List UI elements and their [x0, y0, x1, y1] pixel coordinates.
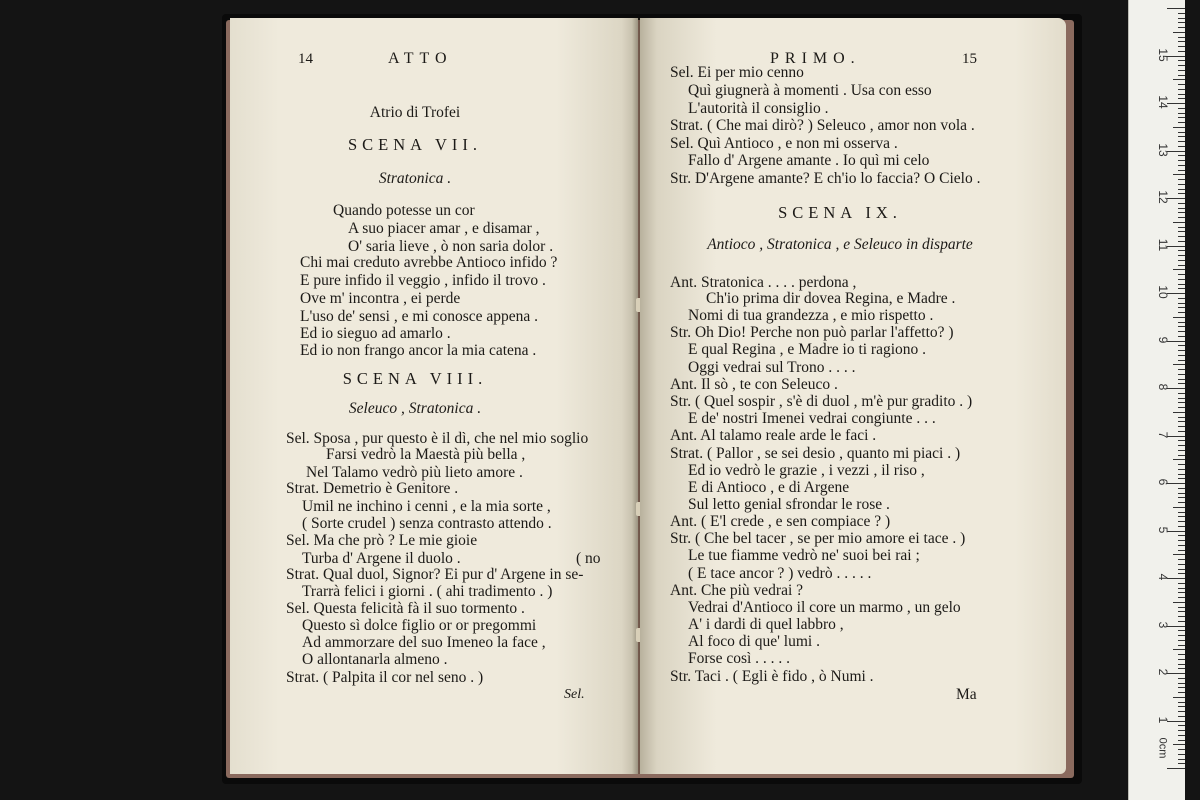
text-line: E di Antioco , e di Argene: [688, 479, 850, 496]
ruler-tick: [1178, 18, 1185, 19]
text-line: Vedrai d'Antioco il core un marmo , un gelo: [688, 599, 961, 616]
ruler-tick: [1178, 189, 1185, 190]
text-line: Sel. Sposa , pur questo è il dì, che nel mio soglio: [286, 430, 589, 447]
text-line: Sel. Questa felicità fà il suo tormento .: [286, 600, 525, 617]
ruler-tick: [1178, 402, 1185, 403]
ruler-tick: [1178, 493, 1185, 494]
ruler-tick: [1178, 27, 1185, 28]
ruler-tick: [1178, 678, 1185, 679]
text-line: Forse così . . . . .: [688, 650, 791, 667]
scene-heading: SCENA VIII.: [342, 369, 488, 388]
ruler-tick: [1178, 46, 1185, 47]
text-line: O allontanarla almeno .: [302, 651, 448, 668]
text-line: Sel. Ei per mio cenno: [670, 64, 804, 81]
text-line: Ove m' incontra , ei perde: [300, 290, 461, 307]
ruler-tick: [1173, 459, 1185, 460]
text-line: Str. ( Che bel tacer , se per mio amore ei tace . ): [670, 530, 966, 547]
ruler-tick: [1178, 474, 1185, 475]
ruler-tick: [1178, 421, 1185, 422]
ruler-number: 3: [1156, 621, 1170, 628]
ruler-tick: [1178, 208, 1185, 209]
ruler-tick: [1178, 298, 1185, 299]
ruler-number: 7: [1156, 431, 1170, 438]
ruler-tick: [1178, 716, 1185, 717]
ruler-tick: [1178, 754, 1185, 755]
ruler-tick: [1173, 507, 1185, 508]
ruler-tick: [1178, 355, 1185, 356]
text-line: Str. Taci . ( Egli è fido , ò Numi .: [670, 668, 874, 685]
ruler-tick: [1178, 725, 1185, 726]
ruler-tick: [1173, 364, 1185, 365]
ruler-tick: [1178, 526, 1185, 527]
ruler-tick: [1178, 179, 1185, 180]
ruler-number: 10: [1156, 285, 1170, 299]
ruler-tick: [1178, 374, 1185, 375]
text-line: Ed io vedrò le grazie , i vezzi , il riso ,: [688, 462, 925, 479]
ruler-number: 4: [1156, 573, 1170, 581]
text-line: A' i dardi di quel labbro ,: [688, 616, 844, 633]
ruler-tick: [1178, 393, 1185, 394]
ruler-tick: [1178, 113, 1185, 114]
text-line: O' saria lieve , ò non saria dolor .: [348, 238, 554, 255]
ruler-tick: [1178, 740, 1185, 741]
ruler-number: 5: [1156, 526, 1170, 533]
ruler-number: 12: [1156, 190, 1170, 204]
text-line: Turba d' Argene il duolo .: [302, 550, 461, 567]
ruler-tick: [1178, 70, 1185, 71]
ruler-tick: [1178, 478, 1185, 479]
ruler-tick: [1178, 635, 1185, 636]
ruler-tick: [1178, 193, 1185, 194]
ruler-tick: [1178, 664, 1185, 665]
ruler-tick: [1178, 231, 1185, 232]
ruler-tick: [1178, 597, 1185, 598]
left-page-number: 14: [298, 51, 313, 67]
ruler-tick: [1178, 37, 1185, 38]
text-line: ( no: [576, 550, 601, 567]
ruler-tick: [1178, 607, 1185, 608]
text-line: L'autorità il consiglio .: [688, 100, 829, 117]
text-line: Sul letto genial sfrondar le rose .: [688, 496, 890, 513]
ruler-tick: [1178, 132, 1185, 133]
text-line: Trarrà felici i giorni . ( ahi tradimento . ): [302, 583, 553, 600]
text-line: Str. Oh Dio! Perche non può parlar l'affetto? ): [670, 324, 954, 341]
text-line: Umil ne inchino i cenni , e la mia sorte ,: [302, 498, 551, 515]
ruler-tick: [1178, 260, 1185, 261]
character-list: Seleuco , Stratonica .: [348, 400, 482, 417]
ruler-tick: [1178, 749, 1185, 750]
ruler-tick: [1178, 22, 1185, 23]
ruler-tick: [1178, 360, 1185, 361]
ruler-tick: [1178, 540, 1185, 541]
ruler-tick: [1178, 569, 1185, 570]
text-line: E qual Regina , e Madre io ti ragiono .: [688, 341, 927, 358]
ruler-tick: [1178, 331, 1185, 332]
ruler-tick: [1178, 170, 1185, 171]
ruler-tick: [1178, 564, 1185, 565]
character-list: Stratonica .: [378, 170, 452, 187]
ruler-tick: [1178, 122, 1185, 123]
ruler-tick: [1173, 79, 1185, 80]
ruler-tick: [1178, 550, 1185, 551]
ruler-tick: [1178, 13, 1185, 14]
text-line: Ad ammorzare del suo Imeneo la face ,: [302, 634, 546, 651]
ruler-tick: [1178, 431, 1185, 432]
ruler-tick: [1178, 469, 1185, 470]
ruler-number: 9: [1156, 336, 1170, 343]
ruler-tick: [1178, 203, 1185, 204]
ruler-tick: [1178, 735, 1185, 736]
text-line: Nomi di tua grandezza , e mio rispetto .: [688, 307, 934, 324]
ruler-tick: [1178, 217, 1185, 218]
ruler-tick: [1178, 94, 1185, 95]
ruler-tick: [1178, 621, 1185, 622]
ruler-tick: [1178, 279, 1185, 280]
ruler-number: 15: [1156, 47, 1170, 62]
ruler-tick: [1178, 369, 1185, 370]
text-line: Quando potesse un cor: [333, 202, 475, 219]
text-line: Quì giugnerà à momenti . Usa con esso: [688, 82, 932, 99]
text-line: A suo piacer amar , e disamar ,: [348, 220, 540, 237]
ruler-tick: [1178, 645, 1185, 646]
text-line: ( E tace ancor ? ) vedrò . . . . .: [688, 565, 872, 582]
left-page: [230, 18, 638, 774]
ruler-tick: [1178, 450, 1185, 451]
text-line: Chi mai creduto avrebbe Antioco infido ?: [300, 254, 558, 271]
ruler-tick: [1178, 379, 1185, 380]
ruler-tick: [1167, 8, 1185, 9]
ruler-tick: [1178, 236, 1185, 237]
text-line: Ed io sieguo ad amarlo .: [300, 325, 451, 342]
ruler-number: 8: [1156, 383, 1170, 391]
ruler-tick: [1178, 573, 1185, 574]
ruler-tick: [1178, 322, 1185, 323]
ruler-tick: [1178, 516, 1185, 517]
ruler-tick: [1178, 440, 1185, 441]
text-line: Nel Talamo vedrò più lieto amore .: [306, 464, 523, 481]
text-line: Al foco di que' lumi .: [688, 633, 820, 650]
scene-heading: SCENA IX.: [778, 203, 902, 222]
ruler-tick: [1178, 326, 1185, 327]
ruler-tick: [1178, 611, 1185, 612]
text-line: Sel. Ma che prò ? Le mie gioie: [286, 532, 478, 549]
right-page: [640, 18, 1066, 774]
ruler-tick: [1178, 84, 1185, 85]
ruler-tick: [1178, 687, 1185, 688]
ruler-tick: [1178, 692, 1185, 693]
ruler-tick: [1178, 212, 1185, 213]
text-line: Strat. Qual duol, Signor? Ei pur d' Argene in se-: [286, 566, 584, 583]
ruler-tick: [1178, 455, 1185, 456]
text-line: Str. D'Argene amante? E ch'io lo faccia? O Cielo .: [670, 170, 981, 187]
ruler-tick: [1178, 488, 1185, 489]
text-line: Ant. Al talamo reale arde le faci .: [670, 427, 877, 444]
ruler-tick: [1178, 583, 1185, 584]
ruler-number: 13: [1156, 142, 1170, 157]
ruler-tick: [1178, 284, 1185, 285]
ruler-tick: [1178, 98, 1185, 99]
ruler-number: 1: [1156, 716, 1170, 723]
ruler-tick: [1173, 222, 1185, 223]
ruler-number: 6: [1156, 478, 1170, 486]
ruler-tick: [1178, 255, 1185, 256]
ruler-tick: [1173, 554, 1185, 555]
text-line: Str. ( Quel sospir , s'è di duol , m'è pur gradito . ): [670, 393, 973, 410]
ruler-tick: [1178, 711, 1185, 712]
ruler-tick: [1178, 588, 1185, 589]
text-line: ( Sorte crudel ) senza contrasto attendo .: [302, 515, 552, 532]
text-line: Questo sì dolce figlio or or pregommi: [302, 617, 537, 634]
right-page-number: 15: [962, 51, 977, 67]
text-line: E pure infido il veggio , infido il trovo .: [300, 272, 546, 289]
text-line: Strat. Demetrio è Genitore .: [286, 480, 459, 497]
ruler-tick: [1178, 227, 1185, 228]
ruler-tick: [1178, 407, 1185, 408]
ruler-tick: [1178, 75, 1185, 76]
ruler-tick: [1167, 768, 1185, 769]
ruler-tick: [1178, 417, 1185, 418]
ruler-tick: [1178, 265, 1185, 266]
ruler-tick: [1178, 763, 1185, 764]
ruler-tick: [1178, 659, 1185, 660]
ruler-tick: [1178, 250, 1185, 251]
ruler-tick: [1178, 312, 1185, 313]
text-line: Oggi vedrai sul Trono . . . .: [688, 359, 856, 376]
catchword: Ma: [956, 686, 977, 703]
ruler-tick: [1173, 32, 1185, 33]
text-line: Ant. ( E'l crede , e sen compiace ? ): [670, 513, 891, 530]
ruler-tick: [1178, 654, 1185, 655]
text-line: L'uso de' sensi , e mi conosce appena .: [300, 308, 539, 325]
ruler-tick: [1173, 317, 1185, 318]
text-line: Le tue fiamme vedrò ne' suoi bei rai ;: [688, 547, 920, 564]
ruler-tick: [1178, 702, 1185, 703]
ruler-tick: [1178, 683, 1185, 684]
ruler-tick: [1173, 412, 1185, 413]
ruler-tick: [1178, 640, 1185, 641]
ruler-number: 11: [1156, 238, 1170, 251]
ruler-tick: [1173, 649, 1185, 650]
text-line: Fallo d' Argene amante . Io quì mi celo: [688, 152, 930, 169]
text-line: Ch'io prima dir dovea Regina, e Madre .: [706, 290, 956, 307]
ruler-tick: [1173, 602, 1185, 603]
ruler-tick: [1178, 108, 1185, 109]
ruler-tick: [1178, 146, 1185, 147]
ruler-unit-label: 0cm: [1156, 737, 1169, 759]
ruler-tick: [1173, 174, 1185, 175]
ruler-tick: [1178, 512, 1185, 513]
ruler-tick: [1173, 744, 1185, 745]
ruler-tick: [1178, 592, 1185, 593]
ruler-tick: [1173, 269, 1185, 270]
text-line: Ant. Il sò , te con Seleuco .: [670, 376, 838, 393]
ruler-tick: [1178, 521, 1185, 522]
ruler-tick: [1178, 445, 1185, 446]
ruler-tick: [1178, 136, 1185, 137]
right-running-head: PRIMO.: [770, 50, 861, 67]
ruler-tick: [1178, 65, 1185, 66]
ruler-number: 14: [1156, 95, 1170, 109]
ruler-tick: [1178, 497, 1185, 498]
text-line: Ant. Che più vedrai ?: [670, 582, 804, 599]
text-line: Sel. Quì Antioco , e non mi osserva .: [670, 135, 898, 152]
ruler-tick: [1178, 350, 1185, 351]
measurement-ruler: [1128, 0, 1185, 800]
text-line: Ed io non frango ancor la mia catena .: [300, 342, 537, 359]
ruler-tick: [1178, 274, 1185, 275]
left-running-head: ATTO: [388, 50, 453, 67]
ruler-tick: [1178, 184, 1185, 185]
text-line: Ant. Stratonica . . . . perdona ,: [670, 274, 857, 291]
ruler-tick: [1178, 303, 1185, 304]
text-line: E de' nostri Imenei vedrai congiunte . . .: [688, 410, 936, 427]
ruler-tick: [1178, 398, 1185, 399]
ruler-tick: [1178, 464, 1185, 465]
ruler-tick: [1178, 759, 1185, 760]
ruler-number: 2: [1156, 668, 1170, 676]
scene-heading: SCENA VII.: [347, 135, 483, 154]
ruler-tick: [1173, 697, 1185, 698]
setting-line: Atrio di Trofei: [369, 104, 461, 121]
ruler-tick: [1173, 127, 1185, 128]
text-line: Strat. ( Che mai dirò? ) Seleuco , amor non vola .: [670, 117, 975, 134]
ruler-tick: [1178, 288, 1185, 289]
ruler-tick: [1178, 426, 1185, 427]
ruler-tick: [1178, 60, 1185, 61]
ruler-tick: [1178, 41, 1185, 42]
ruler-tick: [1178, 160, 1185, 161]
ruler-tick: [1178, 730, 1185, 731]
ruler-tick: [1178, 545, 1185, 546]
ruler-tick: [1178, 117, 1185, 118]
ruler-tick: [1178, 155, 1185, 156]
ruler-tick: [1178, 383, 1185, 384]
ruler-tick: [1178, 668, 1185, 669]
text-line: Strat. ( Palpita il cor nel seno . ): [286, 669, 484, 686]
ruler-tick: [1178, 89, 1185, 90]
character-list: Antioco , Stratonica , e Seleuco in disparte: [707, 236, 973, 253]
ruler-tick: [1178, 345, 1185, 346]
ruler-tick: [1178, 535, 1185, 536]
ruler-tick: [1178, 336, 1185, 337]
ruler-tick: [1178, 165, 1185, 166]
ruler-tick: [1178, 616, 1185, 617]
ruler-tick: [1178, 241, 1185, 242]
ruler-tick: [1178, 630, 1185, 631]
ruler-tick: [1178, 706, 1185, 707]
ruler-tick: [1178, 141, 1185, 142]
ruler-tick: [1178, 307, 1185, 308]
text-line: Strat. ( Pallor , se sei desio , quanto mi piaci . ): [670, 445, 961, 462]
ruler-tick: [1178, 51, 1185, 52]
ruler-tick: [1178, 559, 1185, 560]
text-line: Farsi vedrò la Maestà più bella ,: [326, 446, 526, 463]
ruler-tick: [1178, 502, 1185, 503]
catchword: Sel.: [564, 687, 585, 702]
